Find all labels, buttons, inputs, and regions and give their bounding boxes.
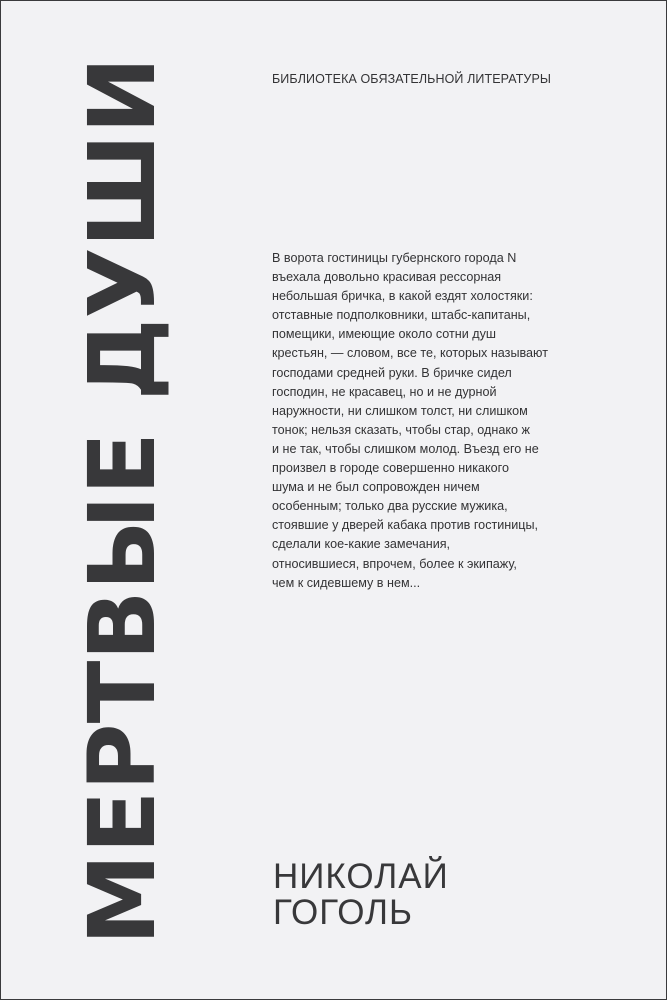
excerpt-line: господин, не красавец, но и не дурной [272, 384, 497, 399]
excerpt-line: относившиеся, впрочем, более к экипажу, [272, 556, 517, 571]
excerpt-line: и не так, чтобы слишком молод. Въезд его не [272, 441, 539, 456]
author-first-name: НИКОЛАЙ [273, 857, 449, 896]
excerpt-paragraph [272, 249, 592, 593]
excerpt-line: помещики, имеющие около сотни душ [272, 327, 497, 342]
series-label: БИБЛИОТЕКА ОБЯЗАТЕЛЬНОЙ ЛИТЕРАТУРЫ [272, 72, 552, 86]
excerpt-line: крестьян, — словом, все те, которых называют [272, 346, 548, 361]
excerpt-line: сделали кое-какие замечания, [272, 537, 451, 552]
excerpt-line: тонок; нельзя сказать, чтобы стар, однако ж [272, 422, 530, 437]
excerpt-line: небольшая бричка, в какой ездят холостяки: [272, 289, 533, 304]
excerpt-line: особенным; только два русские мужика, [272, 499, 508, 514]
excerpt-line: наружности, ни слишком толст, ни слишком [272, 403, 528, 418]
excerpt-line: въехала довольно красивая рессорная [272, 270, 502, 285]
excerpt-line: произвел в городе совершенно никакого [272, 461, 509, 476]
author-last-name: ГОГОЛЬ [273, 893, 413, 932]
excerpt-line: стоявшие у дверей кабака против гостиницы, [272, 518, 539, 533]
excerpt-line: В ворота гостиницы губернского города N [272, 251, 517, 265]
book-title: МЕРТВЫЕ ДУШИ [69, 56, 176, 946]
excerpt-line: господами средней руки. В бричке сидел [272, 365, 512, 380]
excerpt-line: отставные подполковники, штабс-капитаны, [272, 308, 531, 323]
excerpt-line: чем к сидевшему в нем... [272, 575, 421, 590]
author-name [273, 859, 449, 931]
excerpt-line: шума и не был сопровожден ничем [272, 480, 480, 495]
